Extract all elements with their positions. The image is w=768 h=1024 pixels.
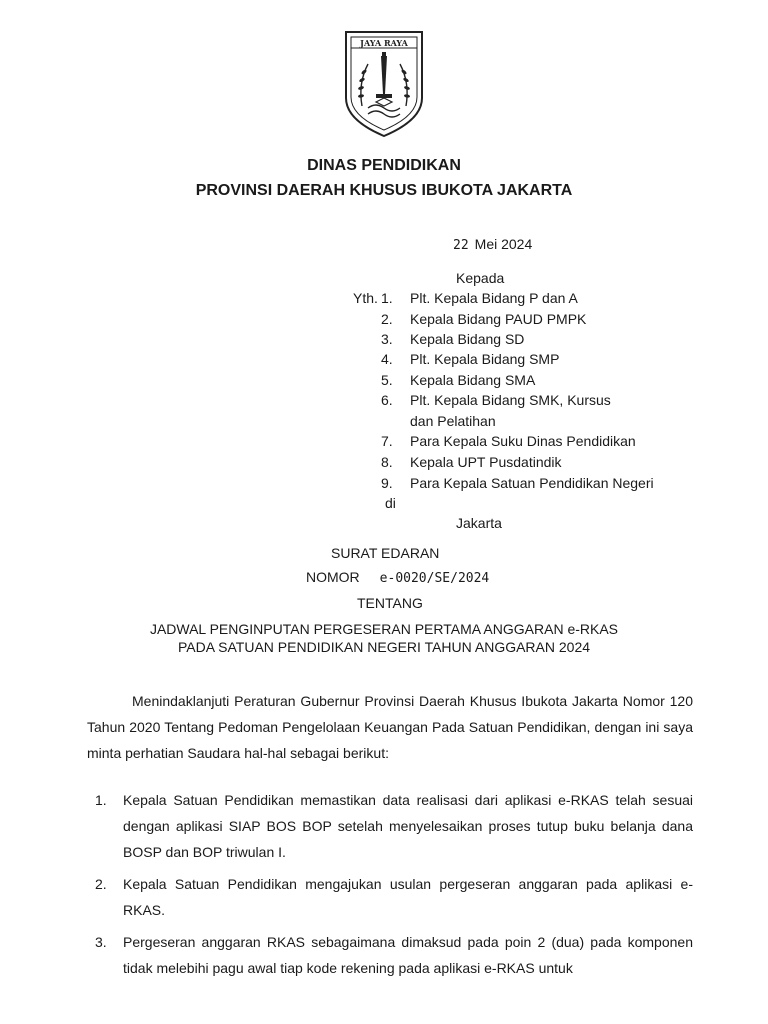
yth-label: Yth. (353, 290, 378, 306)
recipient-number: 6. (381, 392, 393, 408)
recipient-number: 1. (381, 290, 393, 306)
recipient-item (381, 454, 701, 470)
recipient-text: Para Kepala Suku Dinas Pendidikan (410, 433, 636, 449)
list-item-text: Kepala Satuan Pendidikan mengajukan usulan pergeseran anggaran pada aplikasi e-RKAS. (123, 876, 693, 918)
nomor-label: NOMOR (306, 569, 360, 585)
recipient-item (381, 392, 701, 408)
org-name-line-2: PROVINSI DAERAH KHUSUS IBUKOTA JAKARTA (195, 182, 573, 199)
list-item-number: 1. (95, 792, 107, 808)
date-day: 22 (453, 238, 469, 253)
recipient-item (381, 290, 701, 306)
recipient-item (381, 351, 701, 367)
kepada-label: Kepada (456, 270, 505, 286)
recipient-number: 5. (381, 372, 393, 388)
recipient-number: 3. (381, 331, 393, 347)
intro-paragraph: Menindaklanjuti Peraturan Gubernur Provinsi Daerah Khusus Ibukota Jakarta Nomor 120 Tahun 2020 Tentang Pedoman Pengelolaan Keuangan Pada Satuan Pendidikan, dengan ini saya minta perhatian Saudara hal-hal sebagai berikut: (87, 693, 693, 761)
date-month-year: Mei 2024 (474, 236, 533, 252)
recipient-number: 9. (381, 475, 393, 491)
list-item-number: 3. (95, 934, 107, 950)
di-label: di (385, 495, 396, 511)
recipient-item (381, 311, 701, 327)
list-item-number: 2. (95, 876, 107, 892)
recipient-continuation (381, 413, 701, 429)
org-name-line-1: DINAS PENDIDIKAN (307, 157, 461, 174)
recipient-item (381, 475, 701, 491)
recipient-item (381, 331, 701, 347)
recipient-text-continued: dan Pelatihan (410, 413, 496, 429)
subject-line-2: PADA SATUAN PENDIDIKAN NEGERI TAHUN ANGGARAN 2024 (177, 639, 591, 655)
recipient-number: 7. (381, 433, 393, 449)
recipient-text: Plt. Kepala Bidang SMK, Kursus (410, 392, 611, 408)
recipient-item (381, 372, 701, 388)
recipient-text: Kepala Bidang SMA (410, 372, 536, 388)
recipient-text: Kepala Bidang SD (410, 331, 525, 347)
circular-number (306, 569, 489, 586)
recipient-item (381, 433, 701, 449)
tentang-label: TENTANG (357, 595, 423, 611)
circular-title: SURAT EDARAN (331, 545, 440, 561)
recipient-text: Plt. Kepala Bidang SMP (410, 351, 560, 367)
recipient-text: Para Kepala Satuan Pendidikan Negeri (410, 475, 654, 491)
recipient-text: Kepala UPT Pusdatindik (410, 454, 562, 470)
recipient-number: 8. (381, 454, 393, 470)
addressee-city: Jakarta (456, 515, 502, 531)
letter-date (453, 236, 532, 253)
nomor-value: e-0020/SE/2024 (379, 571, 490, 586)
logo-banner-text: JAYA RAYA (360, 38, 408, 48)
list-item (87, 787, 693, 865)
jakarta-coat-of-arms-logo (338, 28, 430, 140)
recipient-text: Plt. Kepala Bidang P dan A (410, 290, 578, 306)
subject-line-1: JADWAL PENGINPUTAN PERGESERAN PERTAMA ANGGARAN e-RKAS (149, 621, 619, 637)
recipient-number: 2. (381, 311, 393, 327)
list-item-text: Pergeseran anggaran RKAS sebagaimana dimaksud pada poin 2 (dua) pada komponen tidak melebihi pagu awal tiap kode rekening pada aplikasi e-RKAS untuk (123, 934, 693, 976)
list-item (87, 871, 693, 923)
list-item (87, 929, 693, 981)
list-item-text: Kepala Satuan Pendidikan memastikan data realisasi dari aplikasi e-RKAS telah sesuai dengan aplikasi SIAP BOS BOP setelah menyelesaikan proses tutup buku belanja dana BOSP dan BOP triwulan I. (123, 792, 693, 860)
recipient-text: Kepala Bidang PAUD PMPK (410, 311, 587, 327)
recipient-number: 4. (381, 351, 393, 367)
